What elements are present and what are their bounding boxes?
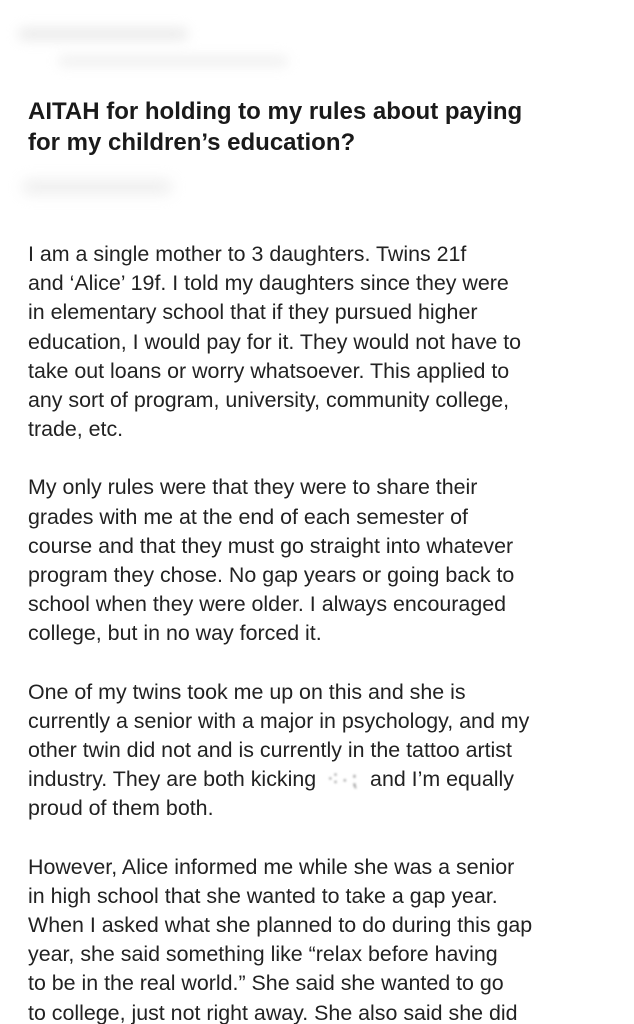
post-paragraph <box>28 853 618 1024</box>
blurred-flair <box>22 170 192 210</box>
text-line: grades with me at the end of each semester of <box>28 504 468 529</box>
blurred-header <box>18 22 308 74</box>
text-line: When I asked what she planned to do during this gap <box>28 913 533 938</box>
text-line: However, Alice informed me while she was a senior <box>28 854 515 879</box>
text-segment: industry. They are both kicking <box>28 767 317 792</box>
text-line: in elementary school that if they pursued higher <box>28 300 478 325</box>
text-line: My only rules were that they were to share their <box>28 475 478 500</box>
text-line-with-censor <box>28 765 618 794</box>
censored-word: ⁖·⁏ <box>326 767 360 792</box>
text-line: school when they were older. I always encouraged <box>28 592 507 617</box>
post-title-line: for my children’s education? <box>28 129 356 156</box>
text-line: One of my twins took me up on this and she is <box>28 679 466 704</box>
post-title <box>28 96 618 158</box>
text-line: course and that they must go straight into whatever <box>28 533 514 558</box>
text-line: other twin did not and is currently in the tattoo artist <box>28 738 512 763</box>
blurred-meta-bar <box>58 56 288 66</box>
blurred-username-bar <box>18 28 188 40</box>
text-line: currently a senior with a major in psychology, and my <box>28 708 530 733</box>
text-line: trade, etc. <box>28 417 124 442</box>
post-title-line: AITAH for holding to my rules about paying <box>28 98 523 125</box>
post-body <box>28 240 618 1024</box>
post-paragraph <box>28 240 618 444</box>
post-paragraph <box>28 678 618 824</box>
post-paragraph <box>28 473 618 648</box>
text-line: any sort of program, university, community college, <box>28 388 510 413</box>
text-line: to be in the real world.” She said she wanted to go <box>28 971 504 996</box>
text-line: education, I would pay for it. They would not have to <box>28 329 522 354</box>
text-line: in high school that she wanted to take a gap year. <box>28 883 498 908</box>
text-line: to college, just not right away. She also said she did <box>28 1000 518 1024</box>
text-line: I am a single mother to 3 daughters. Twins 21f <box>28 242 467 266</box>
text-line: proud of them both. <box>28 796 214 821</box>
blurred-flair-bar <box>22 180 172 194</box>
text-line: college, but in no way forced it. <box>28 621 322 646</box>
text-line: and ‘Alice’ 19f. I told my daughters since they were <box>28 271 509 296</box>
text-line: year, she said something like “relax before having <box>28 942 498 967</box>
text-line: program they chose. No gap years or going back to <box>28 563 515 588</box>
text-segment: and I’m equally <box>370 767 514 792</box>
text-line: take out loans or worry whatsoever. This applied to <box>28 358 510 383</box>
